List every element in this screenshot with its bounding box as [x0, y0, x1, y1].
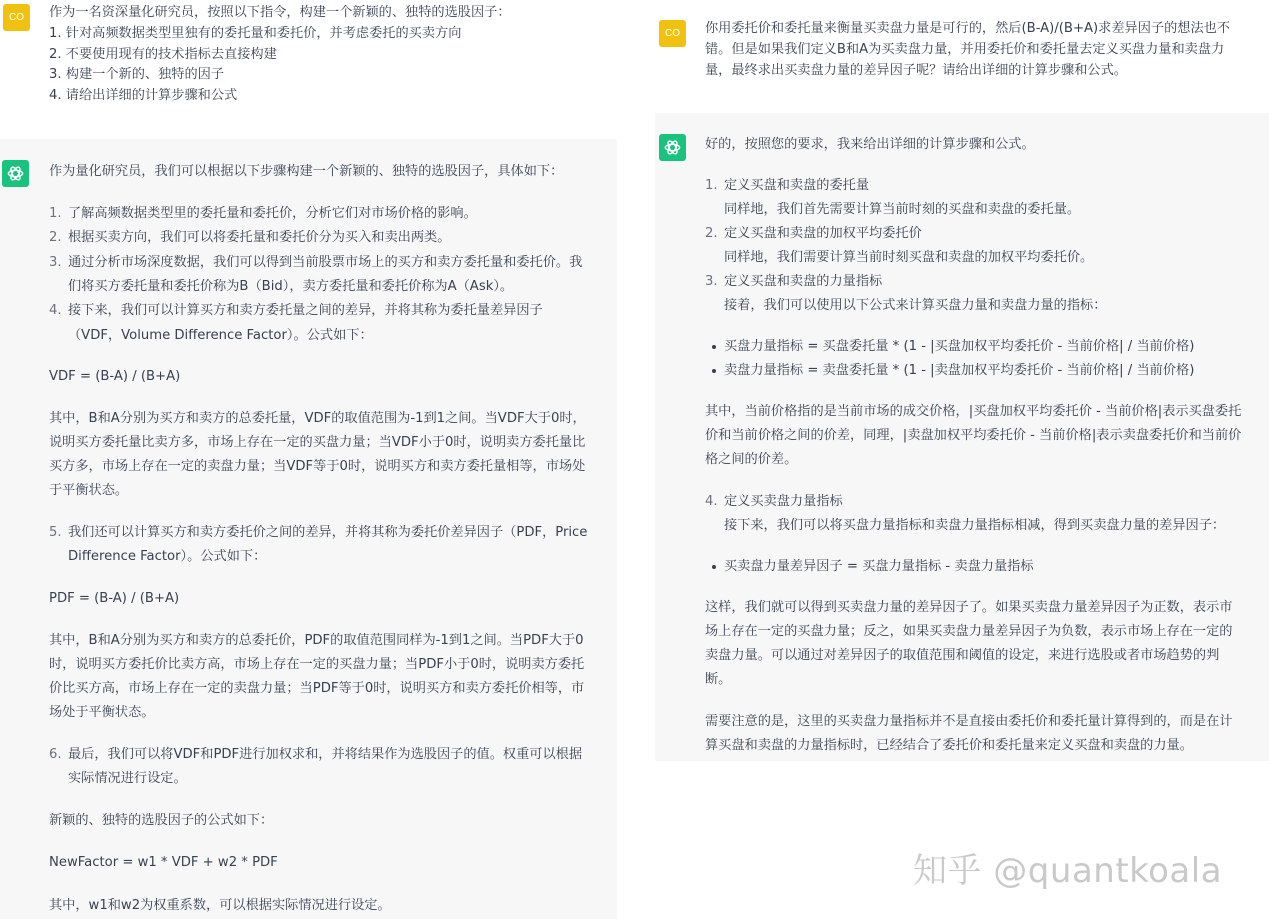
paragraph: 价比买方高，市场上存在一定的卖盘力量；当PDF等于0时，说明买方和卖方委托价相等，市 [49, 681, 585, 696]
formula: VDF = (B-A) / (B+A) [49, 369, 181, 384]
bullet-dot [712, 345, 716, 349]
paragraph: 买方多，市场上存在一定的卖盘力量；当VDF等于0时，说明买方和卖方委托量相等，市场处 [49, 459, 586, 474]
user-line: 量，最终求出买卖盘力量的差异因子呢？请给出详细的计算步骤和公式。 [705, 63, 1127, 78]
list-item: 了解高频数据类型里的委托量和委托价，分析它们对市场价格的影响。 [68, 206, 477, 221]
reply-intro: 作为量化研究员，我们可以根据以下步骤构建一个新颖的、独特的选股因子，具体如下： [49, 164, 564, 179]
paragraph: 这样，我们就可以得到买卖盘力量的差异因子了。如果买卖盘力量差异因子为正数，表示市 [705, 600, 1233, 615]
list-item-title: 定义买盘和卖盘的力量指标 [724, 274, 883, 289]
list-item: 通过分析市场深度数据，我们可以得到当前股票市场上的买方和卖方委托量和委托价。我 [68, 255, 583, 270]
right-assistant-message [655, 113, 1269, 761]
list-item-body: 接下来，我们可以将买盘力量指标和卖盘力量指标相减，得到买卖盘力量的差异因子： [724, 518, 1226, 533]
bullet-dot [712, 369, 716, 373]
paragraph: 算买盘和卖盘的力量指标时，已经结合了委托价和委托量来定义买盘和卖盘的力量。 [705, 738, 1193, 753]
paragraph: 说明买方委托量比卖方多，市场上存在一定的买盘力量；当VDF小于0时，说明卖方委托量比 [49, 435, 586, 450]
bullet-dot [712, 565, 716, 569]
openai-logo-icon [6, 164, 25, 183]
paragraph: 场处于平衡状态。 [49, 705, 155, 720]
list-item: 最后，我们可以将VDF和PDF进行加权求和，并将结果作为选股因子的值。权重可以根据 [68, 747, 583, 762]
list-item-body: 同样地，我们需要计算当前时刻买盘和卖盘的加权平均委托价。 [724, 250, 1094, 265]
list-number: 5. [49, 525, 62, 540]
list-item-title: 定义买盘和卖盘的委托量 [724, 178, 870, 193]
user-line: 2. 不要使用现有的技术指标去直接构建 [49, 47, 277, 62]
paragraph: 其中，w1和w2为权重系数，可以根据实际情况进行设定。 [49, 898, 391, 913]
list-item: 们将买方委托量和委托价称为B（Bid），卖方委托量和委托价称为A（Ask）。 [68, 279, 514, 294]
user-line: 4. 请给出详细的计算步骤和公式 [49, 88, 238, 103]
list-number: 1. [49, 206, 62, 221]
left-assistant-message [0, 139, 617, 919]
list-item: 根据买卖方向，我们可以将委托量和委托价分为买入和卖出两类。 [68, 230, 451, 245]
list-number: 2. [705, 226, 718, 241]
assistant-avatar [659, 134, 686, 161]
paragraph: 场上存在一定的买盘力量；反之，如果买卖盘力量差异因子为负数，表示市场上存在一定的 [705, 624, 1233, 639]
user-line: 1. 针对高频数据类型里独有的委托量和委托价，并考虑委托的买卖方向 [49, 26, 462, 41]
user-line: 你用委托价和委托量来衡量买卖盘力量是可行的，然后(B-A)/(B+A)求差异因子的想法也不 [705, 21, 1231, 36]
paragraph: 时，说明买方委托价比卖方高，市场上存在一定的买盘力量；当PDF小于0时，说明卖方委托 [49, 657, 585, 672]
list-item-title: 定义买盘和卖盘的加权平均委托价 [724, 226, 922, 241]
left-user-message [0, 0, 617, 139]
list-item-body: 接着，我们可以使用以下公式来计算买盘力量和卖盘力量的指标： [724, 298, 1107, 313]
paragraph: 卖盘力量。可以通过对差异因子的取值范围和阈值的设定，来进行选股或者市场趋势的判 [705, 648, 1220, 663]
paragraph: 格之间的价差。 [705, 452, 798, 467]
formula: NewFactor = w1 * VDF + w2 * PDF [49, 855, 278, 870]
paragraph: 于平衡状态。 [49, 483, 129, 498]
list-number: 3. [49, 255, 62, 270]
assistant-avatar [2, 160, 29, 187]
paragraph: 其中，当前价格指的是当前市场的成交价格，|买盘加权平均委托价 - 当前价格|表示买盘委托 [705, 404, 1242, 419]
list-item: 接下来，我们可以计算买方和卖方委托量之间的差异，并将其称为委托量差异因子 [68, 303, 543, 318]
paragraph: 价和当前价格之间的价差，同理，|卖盘加权平均委托价 - 当前价格|表示卖盘委托价和当前价 [705, 428, 1242, 443]
list-number: 3. [705, 274, 718, 289]
list-number: 2. [49, 230, 62, 245]
list-item: 我们还可以计算买方和卖方委托价之间的差异，并将其称为委托价差异因子（PDF，Price [68, 525, 588, 540]
paragraph: 其中，B和A分别为买方和卖方的总委托价，PDF的取值范围同样为-1到1之间。当PDF大于0 [49, 633, 584, 648]
list-item: Difference Factor）。公式如下： [68, 549, 267, 564]
list-item: （VDF，Volume Difference Factor）。公式如下： [68, 328, 373, 343]
list-number: 6. [49, 747, 62, 762]
list-number: 1. [705, 178, 718, 193]
openai-logo-icon [663, 138, 682, 157]
user-avatar: CO [659, 20, 686, 47]
user-avatar: CO [3, 4, 30, 31]
formula: PDF = (B-A) / (B+A) [49, 591, 180, 606]
zhihu-watermark: 知乎 @quantkoala [913, 851, 1223, 891]
list-item: 实际情况进行设定。 [68, 771, 187, 786]
paragraph: 新颖的、独特的选股因子的公式如下： [49, 813, 274, 828]
right-user-message [655, 0, 1269, 113]
list-item-body: 同样地，我们首先需要计算当前时刻的买盘和卖盘的委托量。 [724, 202, 1081, 217]
list-number: 4. [49, 303, 62, 318]
user-line: 错。但是如果我们定义B和A为买卖盘力量，并用委托价和委托量去定义买盘力量和卖盘力 [705, 42, 1225, 57]
paragraph: 断。 [705, 672, 732, 687]
list-item-title: 定义买卖盘力量指标 [724, 494, 843, 509]
user-line: 作为一名资深量化研究员，按照以下指令，构建一个新颖的、独特的选股因子： [49, 5, 511, 20]
bullet-item: 买盘力量指标 = 买盘委托量 * (1 - |买盘加权平均委托价 - 当前价格| / 当前价格) [724, 339, 1195, 354]
list-number: 4. [705, 494, 718, 509]
user-line: 3. 构建一个新的、独特的因子 [49, 67, 225, 82]
bullet-item: 买卖盘力量差异因子 = 买盘力量指标 - 卖盘力量指标 [724, 559, 1034, 574]
reply-intro: 好的，按照您的要求，我来给出详细的计算步骤和公式。 [705, 137, 1035, 152]
bullet-item: 卖盘力量指标 = 卖盘委托量 * (1 - |卖盘加权平均委托价 - 当前价格| / 当前价格) [724, 363, 1195, 378]
paragraph: 其中，B和A分别为买方和卖方的总委托量，VDF的取值范围为-1到1之间。当VDF大于0时， [49, 411, 586, 426]
paragraph: 需要注意的是，这里的买卖盘力量指标并不是直接由委托价和委托量计算得到的，而是在计 [705, 714, 1233, 729]
